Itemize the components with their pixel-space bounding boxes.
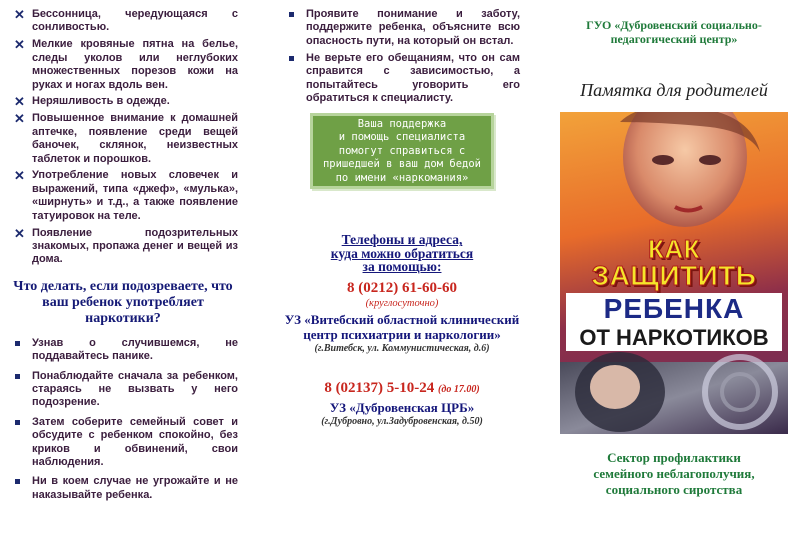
square-bullet-icon: [289, 12, 294, 17]
cross-icon: ✕: [14, 225, 25, 241]
list-item: Затем соберите семейный совет и обсудите с ребенком спокойно, без криков и обвинений, свои наблюдения.: [10, 416, 238, 470]
list-item: ✕ Неряшливость в одежде.: [14, 94, 170, 110]
cross-icon: ✕: [14, 7, 25, 22]
phone-note: (круглосуточно): [365, 297, 439, 309]
cover-title-line3: РЕБЕНКА: [566, 293, 782, 325]
phone-hours-note: (до 17.00): [438, 383, 480, 395]
cross-icon: ✕: [14, 94, 25, 110]
memo-title: Памятка для родителей: [580, 80, 768, 100]
contacts-section: [284, 233, 520, 427]
middle-panel: [270, 0, 532, 553]
sector-name: Сектор профилактики семейного неблагополучия, социального сиротства: [593, 450, 755, 497]
phone-number: 8 (0212) 61-60-60: [347, 279, 457, 296]
square-bullet-icon: [15, 479, 20, 484]
support-text: Ваша поддержка и помощь специалиста помогут справиться с пришедшей в ваш дом бедой по имени «наркомания»: [322, 117, 482, 184]
square-bullet-icon: [15, 341, 20, 346]
list-item: ✕ Употребление новых словечек и выражений, типа «джеф», «мулька», «ширнуть» и т.д., а также появление татуировок на теле.: [14, 168, 238, 222]
support-box: [310, 113, 494, 189]
actions-list: [10, 337, 238, 502]
list-item: ✕ Появление подозрительных знакомых, пропажа денег и вещей из дома.: [14, 225, 238, 266]
cover-title-line2: ЗАЩИТИТЬ: [591, 260, 757, 291]
cover-title-line4: ОТ НАРКОТИКОВ: [566, 325, 782, 351]
list-item: Не верьте его обещаниям, что он сам справится с зависимостью, а попытайтесь уговорить его обратиться к специалисту.: [284, 52, 520, 106]
institution-address: (г.Дубровно, ул.Задубровенская, д.50): [321, 415, 483, 427]
cross-icon: ✕: [14, 111, 25, 127]
list-item: ✕ Мелкие кровяные пятна на белье, следы уколов или неглубоких множественных порезов кожи на руках и ногах вдоль вен.: [14, 37, 238, 91]
cover-image: [560, 112, 788, 434]
institution-address: (г.Витебск, ул. Коммунистическая, д.6): [314, 342, 490, 354]
advice-list: [284, 8, 520, 105]
phone-number: 8 (02137) 5-10-24 (до 17.00): [324, 379, 480, 396]
what-to-do-heading: Что делать, если подозреваете, что ваш ребенок употребляет наркотики?: [13, 278, 233, 326]
cross-icon: ✕: [14, 168, 25, 184]
list-item: Узнав о случившемся, не поддавайтесь панике.: [10, 337, 238, 364]
list-item: ✕ Бессонница, чередующаяся с сонливостью.: [14, 7, 238, 34]
cross-icon: ✕: [14, 37, 25, 53]
square-bullet-icon: [15, 374, 20, 379]
list-item: ✕ Повышенное внимание к домашней аптечке, появление среди вещей баночек, склянок, неизвестных таблеток и порошков.: [14, 111, 238, 165]
institution-name: УЗ «Витебский областной клинический центр психиатрии и наркологии»: [284, 311, 520, 342]
list-item: Понаблюдайте сначала за ребенком, стараясь не вызвать у него подозрение.: [10, 370, 238, 410]
square-bullet-icon: [289, 56, 294, 61]
cover-title-line1: КАК: [647, 234, 700, 264]
warning-signs-list: [10, 8, 238, 267]
list-item: Ни в коем случае не угрожайте и не наказывайте ребенка.: [10, 475, 238, 502]
list-item: Проявите понимание и заботу, поддержите ребенка, объясните всю опасность пути, на который он встал.: [284, 8, 520, 48]
right-panel: [548, 0, 800, 553]
organization-name: ГУО «Дубровенский социально- педагогический центр»: [586, 18, 762, 46]
square-bullet-icon: [15, 420, 20, 425]
institution-name: УЗ «Дубровенская ЦРБ»: [329, 399, 475, 415]
left-panel: [0, 0, 258, 553]
contacts-heading: Телефоны и адреса, куда можно обратиться за помощью:: [330, 232, 474, 275]
